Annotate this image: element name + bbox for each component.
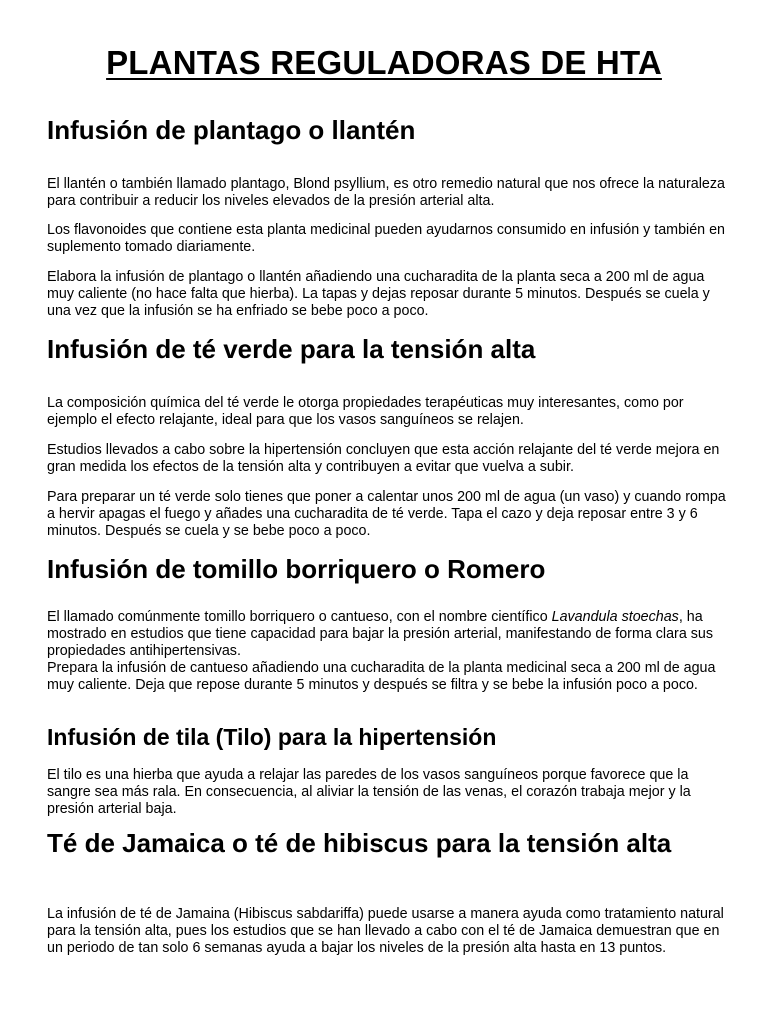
section-paragraph: La infusión de té de Jamaina (Hibiscus sabdariffa) puede usarse a manera ayuda como tratamiento natural para la tensión alta, pues los estudios que se han llevado a cabo con el té de Jamaica demuestran que en un periodo de tan solo 6 semanas ayuda a bajar los niveles de la presión alta hasta en 13 puntos. — [47, 906, 724, 956]
section-heading-jamaica: Té de Jamaica o té de hibiscus para la tensión alta — [47, 828, 672, 858]
section-paragraph: Para preparar un té verde solo tienes que poner a calentar unos 200 ml de agua (un vaso) y cuando rompa a hervir apagas el fuego y añades una cucharadita de té verde. Tapa el cazo y deja reposar entre 3 y 6 minutos. Después se cuela y se bebe poco a poco. — [47, 489, 726, 539]
section-heading-tila: Infusión de tila (Tilo) para la hipertensión — [47, 724, 497, 750]
section-paragraph: Estudios llevados a cabo sobre la hipertensión concluyen que esta acción relajante del té verde mejora en gran medida los efectos de la tensión alta y contribuyen a evitar que vuelva a subir. — [47, 442, 720, 475]
section-heading-te-verde: Infusión de té verde para la tensión alta — [47, 334, 536, 364]
section-paragraph: Los flavonoides que contiene esta planta medicinal pueden ayudarnos consumido en infusión y también en suplemento tomado diariamente. — [47, 222, 725, 255]
section-paragraph: El llantén o también llamado plantago, Blond psyllium, es otro remedio natural que nos ofrece la naturaleza para contribuir a reducir los niveles elevados de la presión arterial alta. — [47, 176, 725, 209]
section-paragraph: Elabora la infusión de plantago o llantén añadiendo una cucharadita de la planta seca a 200 ml de agua muy caliente (no hace falta que hierba). La tapas y dejas reposar durante 5 minutos. Después se cuela y una vez que la infusión se ha enfriado se bebe poco a poco. — [47, 269, 710, 319]
section-paragraph: La composición química del té verde le otorga propiedades terapéuticas muy interesantes, como por ejemplo el efecto relajante, ideal para que los vasos sanguíneos se relajen. — [47, 395, 684, 428]
section-paragraph: El tilo es una hierba que ayuda a relajar las paredes de los vasos sanguíneos porque favorece que la sangre sea más rala. En consecuencia, al aliviar la tensión de las venas, el corazón trabaja mejor y la presión arterial baja. — [47, 767, 691, 817]
scientific-name: Lavandula stoechas — [551, 609, 679, 625]
paragraph-text: El llamado comúnmente tomillo borriquero o cantueso, con el nombre científico — [47, 609, 552, 625]
section-paragraph — [47, 609, 727, 660]
section-heading-tomillo: Infusión de tomillo borriquero o Romero — [47, 554, 546, 584]
document-title: PLANTAS REGULADORAS DE HTA — [106, 44, 662, 81]
section-heading-plantago: Infusión de plantago o llantén — [47, 115, 416, 145]
paragraph-text: , ha mostrado en estudios que tiene capacidad para bajar la presión arterial, manifestando de forma clara sus propiedades antihipertensivas. — [47, 609, 713, 659]
section-paragraph: Prepara la infusión de cantueso añadiendo una cucharadita de la planta medicinal seca a 200 ml de agua muy caliente. Deja que repose durante 5 minutos y después se filtra y se bebe la infusión poco a poco. — [47, 660, 716, 693]
